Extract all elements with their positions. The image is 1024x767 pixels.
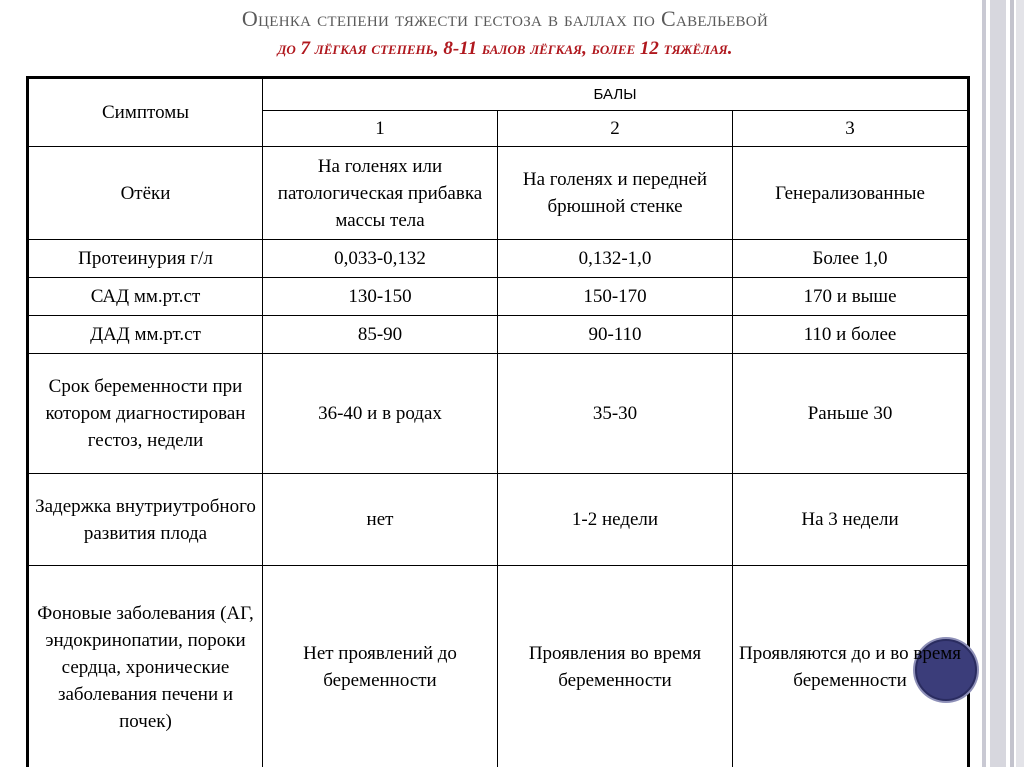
- value-cell: 90-110: [498, 316, 733, 354]
- decor-stripe: [982, 0, 986, 767]
- score-column-3: 3: [733, 111, 969, 147]
- value-cell: 1-2 недели: [498, 474, 733, 566]
- score-column-1: 1: [263, 111, 498, 147]
- value-cell-text: Проявляются до и во время беременности: [739, 643, 962, 691]
- value-cell: 170 и выше: [733, 278, 969, 316]
- symptom-cell: САД мм.рт.ст: [28, 278, 263, 316]
- symptom-cell: Отёки: [28, 147, 263, 240]
- value-cell: 0,033-0,132: [263, 240, 498, 278]
- value-cell: 35-30: [498, 354, 733, 474]
- symptom-cell: ДАД мм.рт.ст: [28, 316, 263, 354]
- value-cell: Проявления во время беременности: [498, 566, 733, 767]
- value-cell: 36-40 и в родах: [263, 354, 498, 474]
- value-cell: 0,132-1,0: [498, 240, 733, 278]
- value-cell: На голенях или патологическая прибавка массы тела: [263, 147, 498, 240]
- decor-stripe: [1010, 0, 1014, 767]
- value-cell: 130-150: [263, 278, 498, 316]
- table-header-row: [28, 78, 969, 111]
- decor-stripe: [1016, 0, 1024, 767]
- table-row: [28, 354, 969, 474]
- symptom-cell: Протеинурия г/л: [28, 240, 263, 278]
- table-row: [28, 147, 969, 240]
- value-cell: На 3 недели: [733, 474, 969, 566]
- table-row: [28, 278, 969, 316]
- symptom-cell: Задержка внутриутробного развития плода: [28, 474, 263, 566]
- slide-title: Оценка степени тяжести гестоза в баллах по Савельевой: [241, 6, 769, 31]
- slide-subtitle: до 7 лёгкая степень, 8-11 балов лёгкая, более 12 тяжёлая.: [277, 38, 733, 59]
- value-cell: 150-170: [498, 278, 733, 316]
- score-table: [26, 76, 970, 767]
- value-cell: Более 1,0: [733, 240, 969, 278]
- decor-stripe: [990, 0, 1006, 767]
- table-row: [28, 474, 969, 566]
- score-column-2: 2: [498, 111, 733, 147]
- table-row: [28, 566, 969, 767]
- table-row: [28, 316, 969, 354]
- value-cell: Нет проявлений до беременности: [263, 566, 498, 767]
- value-cell: нет: [263, 474, 498, 566]
- symptoms-header: Симптомы: [28, 78, 263, 147]
- value-cell: 110 и более: [733, 316, 969, 354]
- symptom-cell: Фоновые заболевания (АГ, эндокринопатии, пороки сердца, хронические заболевания печени и почек): [28, 566, 263, 767]
- value-cell: На голенях и передней брюшной стенке: [498, 147, 733, 240]
- points-header: БАЛЫ: [263, 78, 969, 111]
- value-cell: Раньше 30: [733, 354, 969, 474]
- value-cell: 85-90: [263, 316, 498, 354]
- table-row: [28, 240, 969, 278]
- value-cell: Генерализованные: [733, 147, 969, 240]
- symptom-cell: Срок беременности при котором диагностирован гестоз, недели: [28, 354, 263, 474]
